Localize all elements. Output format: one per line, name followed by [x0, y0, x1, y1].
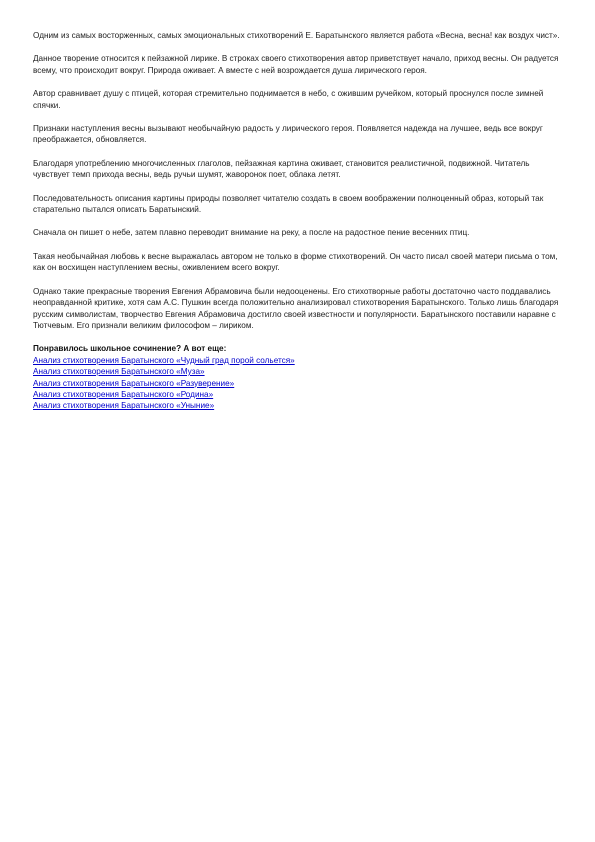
list-item [33, 378, 563, 389]
list-item [33, 389, 563, 400]
related-link-list [33, 355, 563, 412]
list-item [33, 400, 563, 411]
related-link-chudny-grad[interactable]: Анализ стихотворения Баратынского «Чудный град порой сольется» [33, 355, 295, 365]
paragraph-recognition: Однако такие прекрасные творения Евгения Абрамовича были недооценены. Его стихотворные работы достаточно часто поддавались неоправданной критике, хотя сам А.С. Пушкин всегда положительно анализировал стихотворения Баратынского. Только лишь благодаря русским символистам, творчество Евгения Абрамовича достигло своей известности и популярности. Баратынского поставили наравне с Тютчевым. Его признали великим философом – лириком. [33, 286, 559, 330]
related-link-rodina[interactable]: Анализ стихотворения Баратынского «Родина» [33, 389, 214, 399]
article-body [33, 30, 563, 331]
paragraph-sequence: Последовательность описания картины природы позволяет читателю создать в своем воображении полноценный образ, который так старательно пытался описать Баратынский. [33, 193, 544, 215]
related-link-unynie[interactable]: Анализ стихотворения Баратынского «Уныние» [33, 401, 215, 411]
paragraph-intro: Одним из самых восторженных, самых эмоциональных стихотворений Е. Баратынского является работа «Весна, весна! как воздух чист». [33, 31, 560, 40]
paragraph-landscape-lyric: Данное творение относится к пейзажной лирике. В строках своего стихотворения автор приветствует начало, приход весны. Он радуется всему, что происходит вокруг. Природа оживает. А вместе с ней возрождается душа лирического героя. [33, 54, 559, 75]
related-link-muza[interactable]: Анализ стихотворения Баратынского «Муза» [33, 367, 205, 377]
list-item [33, 366, 563, 377]
document-page [33, 30, 563, 412]
related-heading: Понравилось школьное сочинение? А вот еще: [33, 344, 227, 354]
paragraph-sky-river-birds: Сначала он пишет о небе, затем плавно переводит внимание на реку, а после на радостное пение весенних птиц. [33, 228, 470, 238]
paragraph-signs-of-spring: Признаки наступления весны вызывают необычайную радость у лирического героя. Появляется надежда на лучшее, ведь все вокруг преображается, обновляется. [33, 124, 543, 145]
related-link-razuverenie[interactable]: Анализ стихотворения Баратынского «Разуверение» [33, 378, 235, 388]
related-essays [33, 343, 563, 411]
list-item [33, 355, 563, 366]
paragraph-verbs: Благодаря употреблению многочисленных глаголов, пейзажная картина оживает, становится реалистичной, подвижной. Читатель чувствует темп прихода весны, ведь ручьи шумят, жаворонок поет, облака летят. [33, 158, 530, 180]
paragraph-soul-bird: Автор сравнивает душу с птицей, которая стремительно поднимается в небо, с ожившим ручейком, который проснулся после зимней спячки. [33, 89, 544, 110]
paragraph-letters-to-mother: Такая необычайная любовь к весне выражалась автором не только в форме стихотворений. Он часто писал своей матери письма о том, как он восхищен наступлением весны, оживлением всего вокруг. [33, 251, 558, 273]
